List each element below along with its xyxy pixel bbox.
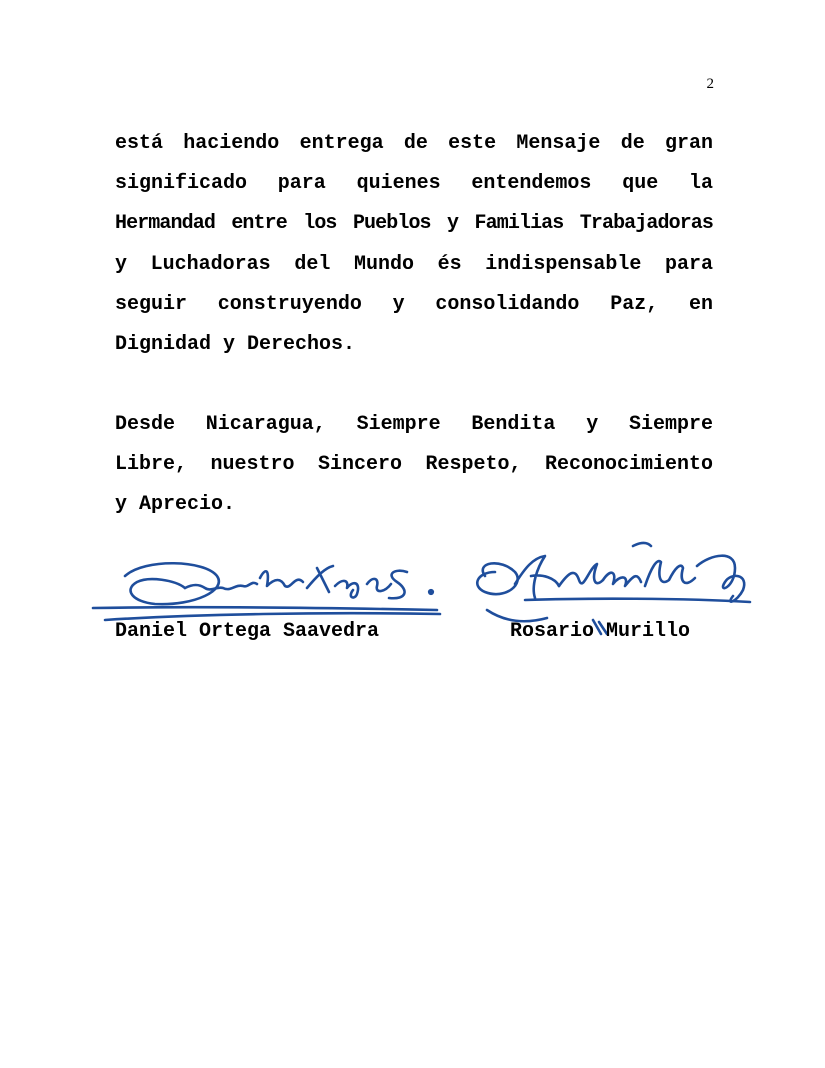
text-line: Dignidad y Derechos. <box>115 332 356 356</box>
signatory-name-left: Daniel Ortega Saavedra <box>115 620 380 643</box>
paragraph-2 <box>115 405 713 526</box>
text-line: significado para quienes entendemos que la <box>115 172 713 196</box>
paragraph-1 <box>115 124 713 365</box>
text-line: Desde Nicaragua, Siempre Bendita y Siempre <box>115 413 713 436</box>
text-line: Libre, nuestro Sincero Respeto, Reconocimiento <box>115 453 713 477</box>
text-line: y Aprecio. <box>115 493 236 517</box>
signatory-name-right: Rosario Murillo <box>510 620 691 643</box>
text-line: Hermandad entre los Pueblos y Familias Trabajadoras <box>115 212 713 236</box>
text-line: está haciendo entrega de este Mensaje de gran <box>115 132 713 155</box>
page-number: 2 <box>706 76 714 92</box>
text-line: seguir construyendo y consolidando Paz, en <box>115 292 713 316</box>
text-line: y Luchadoras del Mundo és indispensable para <box>115 252 713 276</box>
